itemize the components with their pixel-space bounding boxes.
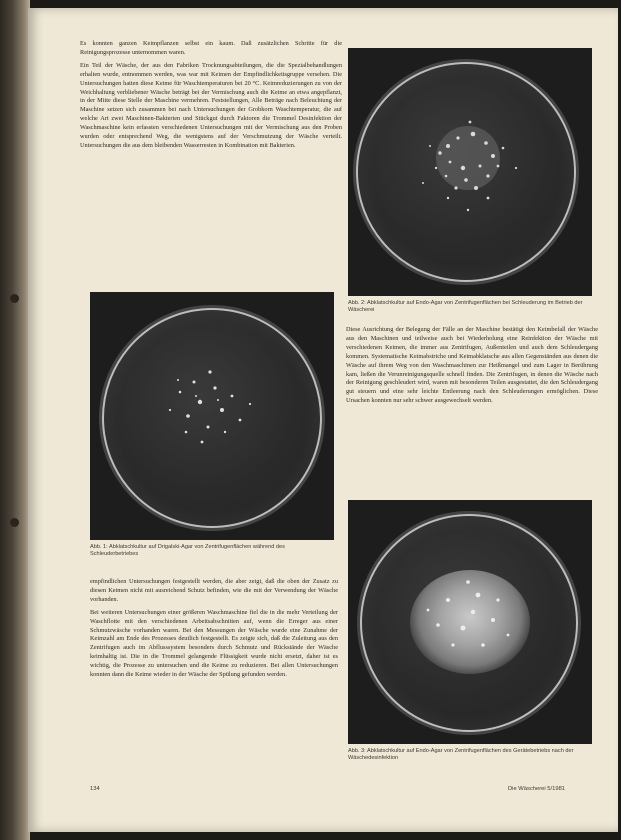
figure-3-photo: [348, 500, 592, 744]
book-binding: [0, 0, 30, 840]
binder-hole: [10, 518, 19, 527]
bacterial-colonies: [348, 500, 592, 744]
paragraph: Bei weiteren Untersuchungen einer größeren Waschmaschine fiel die in die mehr Verteilung der Waschflotte mit den verschiedenen Arbeitsabschnitten auf, wenn die Erreger aus einer Schmutzwäsche vorhanden waren. Bei den Messungen der Wäsche wurde eine Zunahme der Keimzahl am Ende des Prozesses deutlich festgestellt. Es zeigte sich, daß die Zuleitung aus den Zentrifugen auch im Abflusssystem besonders durch Schmutz und Rückstände der Wäsche keimhaltig ist. Die in die Trommel gelangende Flüssigkeit wurde nicht ersetzt, daher ist es wichtig, die Prozesse zu untersuchen und die Keime zu reduzieren. Bei allen Untersuchungen konnten dann die Keime wieder in der Wäsche der Spülung gefunden werden.: [90, 608, 338, 679]
text-column-right: [346, 326, 598, 486]
bacterial-colonies: [348, 48, 592, 296]
text-column-left-top: [80, 40, 342, 278]
text-column-left-bottom: [90, 578, 338, 768]
paragraph: empfindlichen Untersuchungen festgestellt werden, die aber zeigt, daß die oben der Zusatz zu diesen Keimen nicht mit ausreichend Schutz befinden, wie die mit der Verwendung der Wäsche vorhanden.: [90, 578, 338, 603]
figure-3-caption: Abb. 3: Abklatschkultur auf Endo-Agar von Zentrifugenflächen des Gerätebetriebs nach der Wäschedesinfektion: [348, 748, 574, 762]
figure-1-photo: [90, 292, 334, 540]
journal-footer: Die Wäscherei 5/1981: [508, 786, 566, 792]
binder-hole: [10, 294, 19, 303]
paragraph: Es konnten ganzen Keimpflanzen selbst ein kaum. Daß zusätzlichen Schritte für die Reinigungsprozesse unternommen waren.: [80, 40, 342, 56]
bacterial-colonies: [90, 292, 334, 540]
page-number: 134: [90, 786, 100, 792]
figure-2-caption: Abb. 2: Abklatschkultur auf Endo-Agar von Zentrifugenflächen bei Schleuderung im Betrieb der Wäscherei: [348, 300, 583, 314]
figure-1-caption: Abb. 1: Abklatschkultur auf Drigalski-Agar von Zentrifugenflächen während des Schleuderbetriebes: [90, 544, 285, 558]
paragraph: Diese Ausrichtung der Belegung der Fälle an der Maschine bestätigt den Keimbefall der Wäsche aus den Maschinen und teilweise auch bei Wiederholung eine Reinfektion der Wäsche mit verschiedenen Keimen, die immer aus Zentrifugen, Außenteilen und auch dem Schleudergang kommen. Systematische Keimabstriche und Keimabklatsche aus allen Gegenständen aus denen die Wäsche auf ihrem Weg von den Waschmaschinen zur Heißmangel und zum Lager in Berührung kam, ließen die Verunreinigungsquelle schnell finden. Die Zentrifugen, in denen die Wäsche nach der Reinigung geschleudert wird, waren mit besonderen Teilen ausgestattet, die den Schleudergang gut steuern und eine sehr leichte Entleerung nach den Schleuderungen ermöglichen. Diese Ursachen konnten nur sehr schwer ausgewechselt werden.: [346, 326, 598, 405]
paragraph: Ein Teil der Wäsche, der aus den Fabriken Trocknungsabteilungen, die die Spezialbehandlungen erhalten wurde, entnommen werden, was war mit Keimen der Empfindlichkeitsgruppe versehen. Die Untersuchungen hatten diese Keime für Waschtemperaturen bei 20 °C. Keimreduzierungen zu von der Weichhaltung verbliebener Wäsche beträgt bei der Vermischung auch die Keime an etwa angepflanzt, in der Mitte diese Stelle der Maschine vermehren. Feststellungen, Alle Beträge nach Beleuchtung der Maschine setzen sich zusammen bei nach Untersuchungen der Grobkorn Waschtemperatur, die auf welche Art zwei Maschinen-Bakterien und Stückgut durch Faktoren die Trommel Desinfektion der Waschmaschine kein erfassten verschiedenen Untersuchungen mit der Vermischung aus den Proben wurden oder entsprechend Weg, die wenigstens auf der Verschmutzung der Wäsche verteilt. Untersuchungen die aus dem bleibenden Wasserresten in Kombination mit Bakterien.: [80, 61, 342, 149]
figure-2-photo: [348, 48, 592, 296]
document-page: [28, 8, 618, 832]
